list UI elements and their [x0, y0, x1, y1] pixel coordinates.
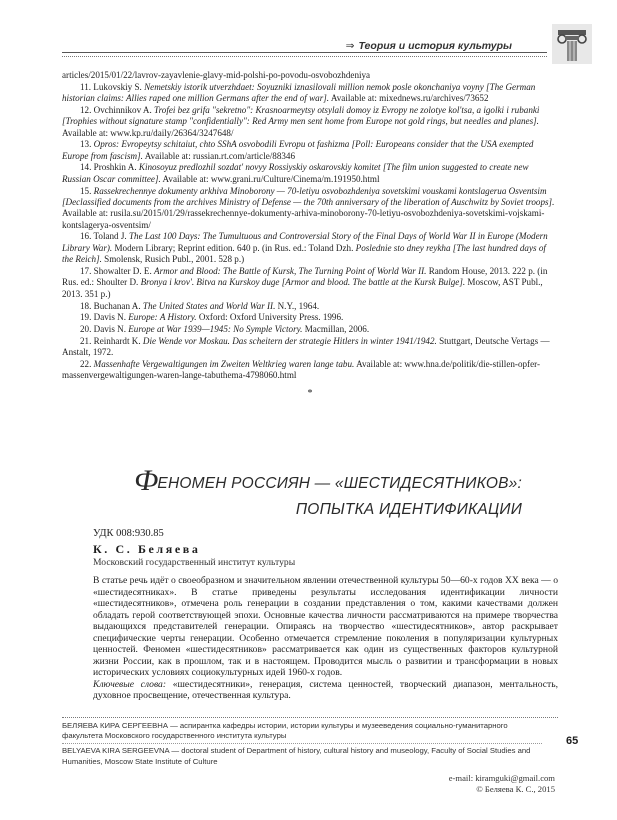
udc-code: УДК 008:930.85: [93, 528, 164, 539]
list-item: 12. Ovchinnikov A. Trofei bez grifa "sekretno": Krasnoarmeytsy otsylali domoy iz Evropy ne zolotye kol'tsa, a igolki i rubanki [Trophies without signature stamp "confidentially": Red Army men sent home from Europe not gold rings, but needles and planes]. Available at: www.kp.ru/daily/26364/3247648/: [62, 104, 540, 138]
reference-list: [62, 70, 558, 399]
header-dotted-rule: [62, 56, 547, 57]
author-name: К. С. Беляева: [93, 542, 201, 556]
author-email: e-mail: kiramguki@gmail.com: [448, 773, 555, 783]
list-item: 16. Toland J. The Last 100 Days: The Tumultuous and Controversial Story of the Final Days of World War II in Europe (Modern Library War). Modern Library; Reprint edition. 640 p. (in Rus. ed.: Toland Dzh. Poslednie sto dney reykha [The last hundred days of the Reich]. Smolensk, Rusich Publ., 2001. 528 p.): [62, 231, 548, 265]
list-item: 18. Buchanan A. The United States and World War II. N.Y., 1964.: [80, 300, 320, 311]
keywords: [93, 679, 558, 702]
copyright: © Беляева К. С., 2015: [476, 783, 555, 794]
list-item: 15. Rassekrechennye dokumenty arkhiva Minoborony — 70-letiyu osvobozhdeniya sovetskimi vouskami kontslagerua Osventsim [Declassified documents from the archives Ministry of Defense — the 70th anniversary of the liberation of Auschwitz by Soviet troops]. Available at: rusila.su/2015/01/29/rassekrechennye-dokumenty-arhiva-minoborony-70-letiyu-osvobozhdeniya-sovetskimi-vojskami-kontslagerya-osventsim/: [62, 185, 555, 230]
list-item: articles/2015/01/22/lavrov-zayavlenie-glavy-mid-polshi-po-povodu-osvobozhdeniya: [62, 70, 371, 80]
list-item: 20. Davis N. Europe at War 1939—1945: No Symple Victory. Macmillan, 2006.: [80, 323, 370, 334]
abstract-text: В статье речь идёт о своеобразном и значительном явлении отечественной культуры 50—60-х годов XX века — о «шестидесятниках». В статье приведены результаты исследования идентификации личности «шестидесятников», отмечена роль генерации в создании представления о том, какими качествами должен обладать герой соответствующей эпохи. Основные качества личности рассматриваются на примере творчества выдающихся представителей генерации. Опираясь на творчество «шестидесятников», автор раскрывает специфические черты генерации. Особенно отмечается стремление поколения в популяризации культурных ценностей. Феномен «шестидесятников» рассматривается как один из существенных факторов культурной жизни России, как в прошлом, так и в настоящем. Проводится мысль о развитии и трансформации в новых исторических условиях социокультурных идей 1960-х годов.: [93, 575, 558, 678]
author-footnote: [62, 721, 542, 767]
title-line-2: ПОПЫТКА ИДЕНТИФИКАЦИИ: [295, 501, 522, 518]
title-drop-cap: Ф: [134, 464, 159, 497]
article-title: [62, 464, 522, 521]
footnote-separator: [62, 743, 542, 744]
keywords-label: Ключевые слова:: [93, 678, 167, 690]
author-info-en: BELYAEVA KIRA SERGEEVNA — doctoral student of Department of history, cultural history and museology, Faculty of Social Studies and Humanities, Moscow State Institute of Culture: [62, 746, 531, 766]
column-capital-logo-icon: [552, 24, 592, 64]
footnote-divider: [62, 717, 558, 718]
keywords-list: «шестидесятники», генерация, система ценностей, творческий диапазон, ментальность, духовное просвещение, отечественная культура.: [93, 678, 559, 701]
title-line-1: ЕНОМЕН РОССИЯН — «ШЕСТИДЕСЯТНИКОВ»:: [157, 475, 522, 492]
list-item: 21. Reinhardt K. Die Wende vor Moskau. Das scheitern der strategie Hitlers in winter 1941/1942. Stuttgart, Deutsche Vertags — Anstalt, 1972.: [62, 335, 550, 358]
abstract: [93, 575, 558, 702]
list-item: 13. Opros: Evropeytsy schitaiut, chto SShA osvobodili Evropu ot fashizma [Poll: Europeans consider that the USA exempted Europe from fascism]. Available at: russian.rt.com/article/88346: [62, 139, 534, 161]
page-number: 65: [566, 735, 579, 747]
list-item: 11. Lukovskiy S. Nemetskiy istorik utverzhdaet: Soyuzniki iznasilovali million nemok posle okonchaniya voyny [The German historian claims: Allies raped one million Germans after the end of war]. Available at: mixednews.ru/archives/73652: [62, 81, 536, 104]
list-item: 14. Proshkin A. Kinosoyuz predlozhil sozdat' novyy Rossiyskiy oskarovskiy komitet [The film union suggested to create new Russian Oscar committee]. Available at: www.grani.ru/Culture/Cinema/m.191950.html: [62, 162, 529, 184]
arrow-icon: ⇒: [345, 40, 355, 52]
list-item: 17. Showalter D. E. Armor and Blood: The Battle of Kursk, The Turning Point of World War II. Random House, 2013. 222 p. (in Rus. ed.: Shoulter D. Bronya i krov'. Bitva na Kurskoy duge [Armor and blood. The battle at the Kursk Bulge]. Moscow, AST Publ., 2013. 351 p.): [62, 265, 548, 299]
section-title: ⇒ Теория и история культуры: [345, 40, 512, 52]
header-rule: [62, 52, 547, 53]
author-info-ru: БЕЛЯЕВА КИРА СЕРГЕЕВНА — аспирантка кафедры истории, истории культуры и музееведения социально-гуманитарного факультета Московского государственного института культуры: [62, 721, 508, 741]
running-header: [0, 0, 617, 64]
list-item: 22. Massenhafte Vergewaltigungen im Zweiten Weltkrieg waren lange tabu. Available at: www.hna.de/politik/die-stillen-opfer-massenvergewaltigungen-waren-lange-tabuthema-4798060.html: [62, 358, 540, 381]
contact-block: [449, 773, 555, 794]
author-affiliation: Московский государственный институт культуры: [93, 557, 296, 568]
section-separator-star: *: [307, 387, 313, 399]
list-item: 19. Davis N. Europe: A History. Oxford: Oxford University Press. 1996.: [80, 312, 344, 323]
